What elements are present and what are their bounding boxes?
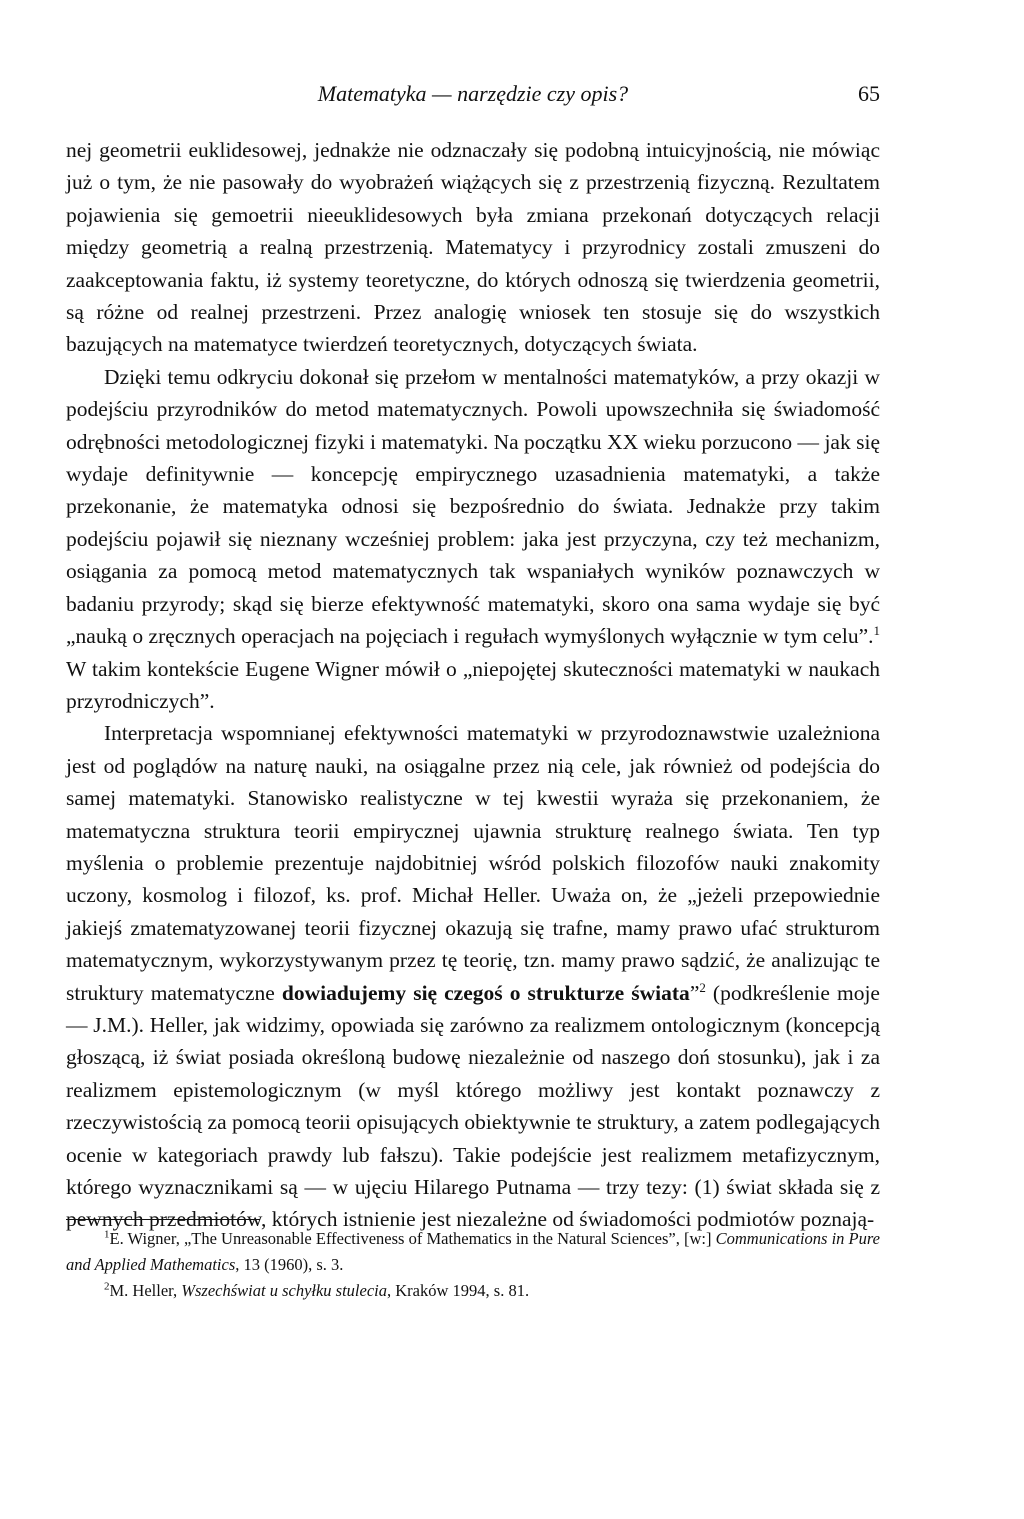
text-run: nej geometrii euklidesowej, jednakże nie odznaczały się podobną intuicyjnością, nie mówiąc już o tym, że nie pasowały do wyobrażeń wiążących się z przestrzenią fizyczną. Rezultatem pojawienia się gemoetrii nieeuklidesowych była zmiana przekonań dotyczących relacji między geometrią a realną przestrzenią. Matematycy i przyrodnicy zostali zmuszeni do zaakceptowania faktu, iż systemy teoretyczne, do których odnoszą się twierdzenia geometrii, są różne od realnej przestrzeni. Przez analogię wniosek ten stosuje się do wszystkich bazujących na matematyce twierdzeń teoretycznych, dotyczących świata. [66,138,880,357]
text-run: ” [689,980,700,1005]
paragraph-1 [66,134,880,361]
text-run: , Kraków 1994, s. 81. [387,1281,530,1300]
footnote-marker: 2 [104,1280,110,1293]
body-text [66,134,880,1236]
text-run: M. Heller, [109,1281,182,1300]
text-run: W takim kontekście Eugene Wigner mówił o „niepojętej skuteczności matematyki w naukach przyrodniczych”. [66,656,880,713]
footnote-marker: 1 [873,622,880,638]
text-run: , 13 (1960), s. 3. [235,1255,344,1274]
footnote-2 [66,1278,880,1304]
footnote-rule [66,1219,260,1220]
running-title: Matematyka — narzędzie czy opis? [317,81,629,106]
page-number: 65 [858,81,880,106]
italic-title: Wszechświat u schyłku stulecia [181,1281,388,1300]
bold-emphasis: dowiadujemy się czegoś o strukturze świata [281,980,690,1005]
paragraph-2 [66,361,880,717]
text-run: Dzięki temu odkryciu dokonał się przełom w mentalności matematyków, a przy okazji w podejściu przyrodników do metod matematycznych. Powoli upowszechniła się świadomość odrębności metodologicznej fizyki i matematyki. Na początku XX wieku porzucono — jak się wydaje definitywnie — koncepcję empirycznego uzasadnienia matematyki, a także przekonanie, że matematyka odnosi się bezpośrednio do świata. Jednakże przy takim podejściu pojawił się nieznany wcześniej problem: jaka jest przyczyna, czy też mechanizm, osiągania za pomocą metod matematycznych tak wspaniałych wyników poznawczych w badaniu przyrody; skąd się bierze efektywność matematyki, skoro ona sama wydaje się być „nauką o zręcznych operacjach na pojęciach i regułach wymyślonych wyłącznie w tym celu”. [66,364,880,649]
footnote-marker: 1 [104,1228,110,1241]
footnotes [66,1226,880,1304]
italic-title: Communications in Pure and Applied Mathematics [66,1229,880,1274]
footnote-marker: 2 [699,979,706,995]
footnote-1 [66,1226,880,1278]
text-run: (podkreślenie moje — J.M.). Heller, jak widzimy, opowiada się zarówno za realizmem ontologicznym (koncepcją głoszącą, iż świat posiada określoną budowę niezależnie od naszego doń stosunku), jak i za realizmem epistemologicznym (w myśl którego możliwy jest kontakt poznawczy z rzeczywistością za pomocą teorii opisujących obiektywnie te struktury, a zatem podlegających ocenie w kategoriach prawdy lub fałszu). Takie podejście jest realizmem metafizycznym, którego wyznacznikami są — w ujęciu Hilarego Putnama — trzy tezy: (1) świat składa się z pewnych przedmiotów, których istnienie jest niezależne od świadomości podmiotów poznają- [66,980,880,1232]
text-run: E. Wigner, „The Unreasonable Effectiveness of Mathematics in the Natural Sciences”, [w:] [109,1229,716,1248]
page-header [66,74,880,114]
text-run: Interpretacja wspomnianej efektywności matematyki w przyrodoznawstwie uzależniona jest od poglądów na naturę nauki, na osiągalne przez nią cele, jak również od podejścia do samej matematyki. Stanowisko realistyczne w tej kwestii wyraża się przekonaniem, że matematyczna struktura teorii empirycznej ujawnia strukturę realnego świata. Ten typ myślenia o problemie prezentuje najdobitniej wśród polskich filozofów nauki znakomity uczony, kosmolog i filozof, ks. prof. Michał Heller. Uważa on, że „jeżeli przepowiednie jakiejś zmatematyzowanej teorii fizycznej okazują się trafne, mamy prawo ufać strukturom matematycznym, wykorzystywanym przez tę teorię, tzn. mamy prawo sądzić, że analizując te struktury matematyczne [66,721,880,1005]
paragraph-3 [66,717,880,1236]
